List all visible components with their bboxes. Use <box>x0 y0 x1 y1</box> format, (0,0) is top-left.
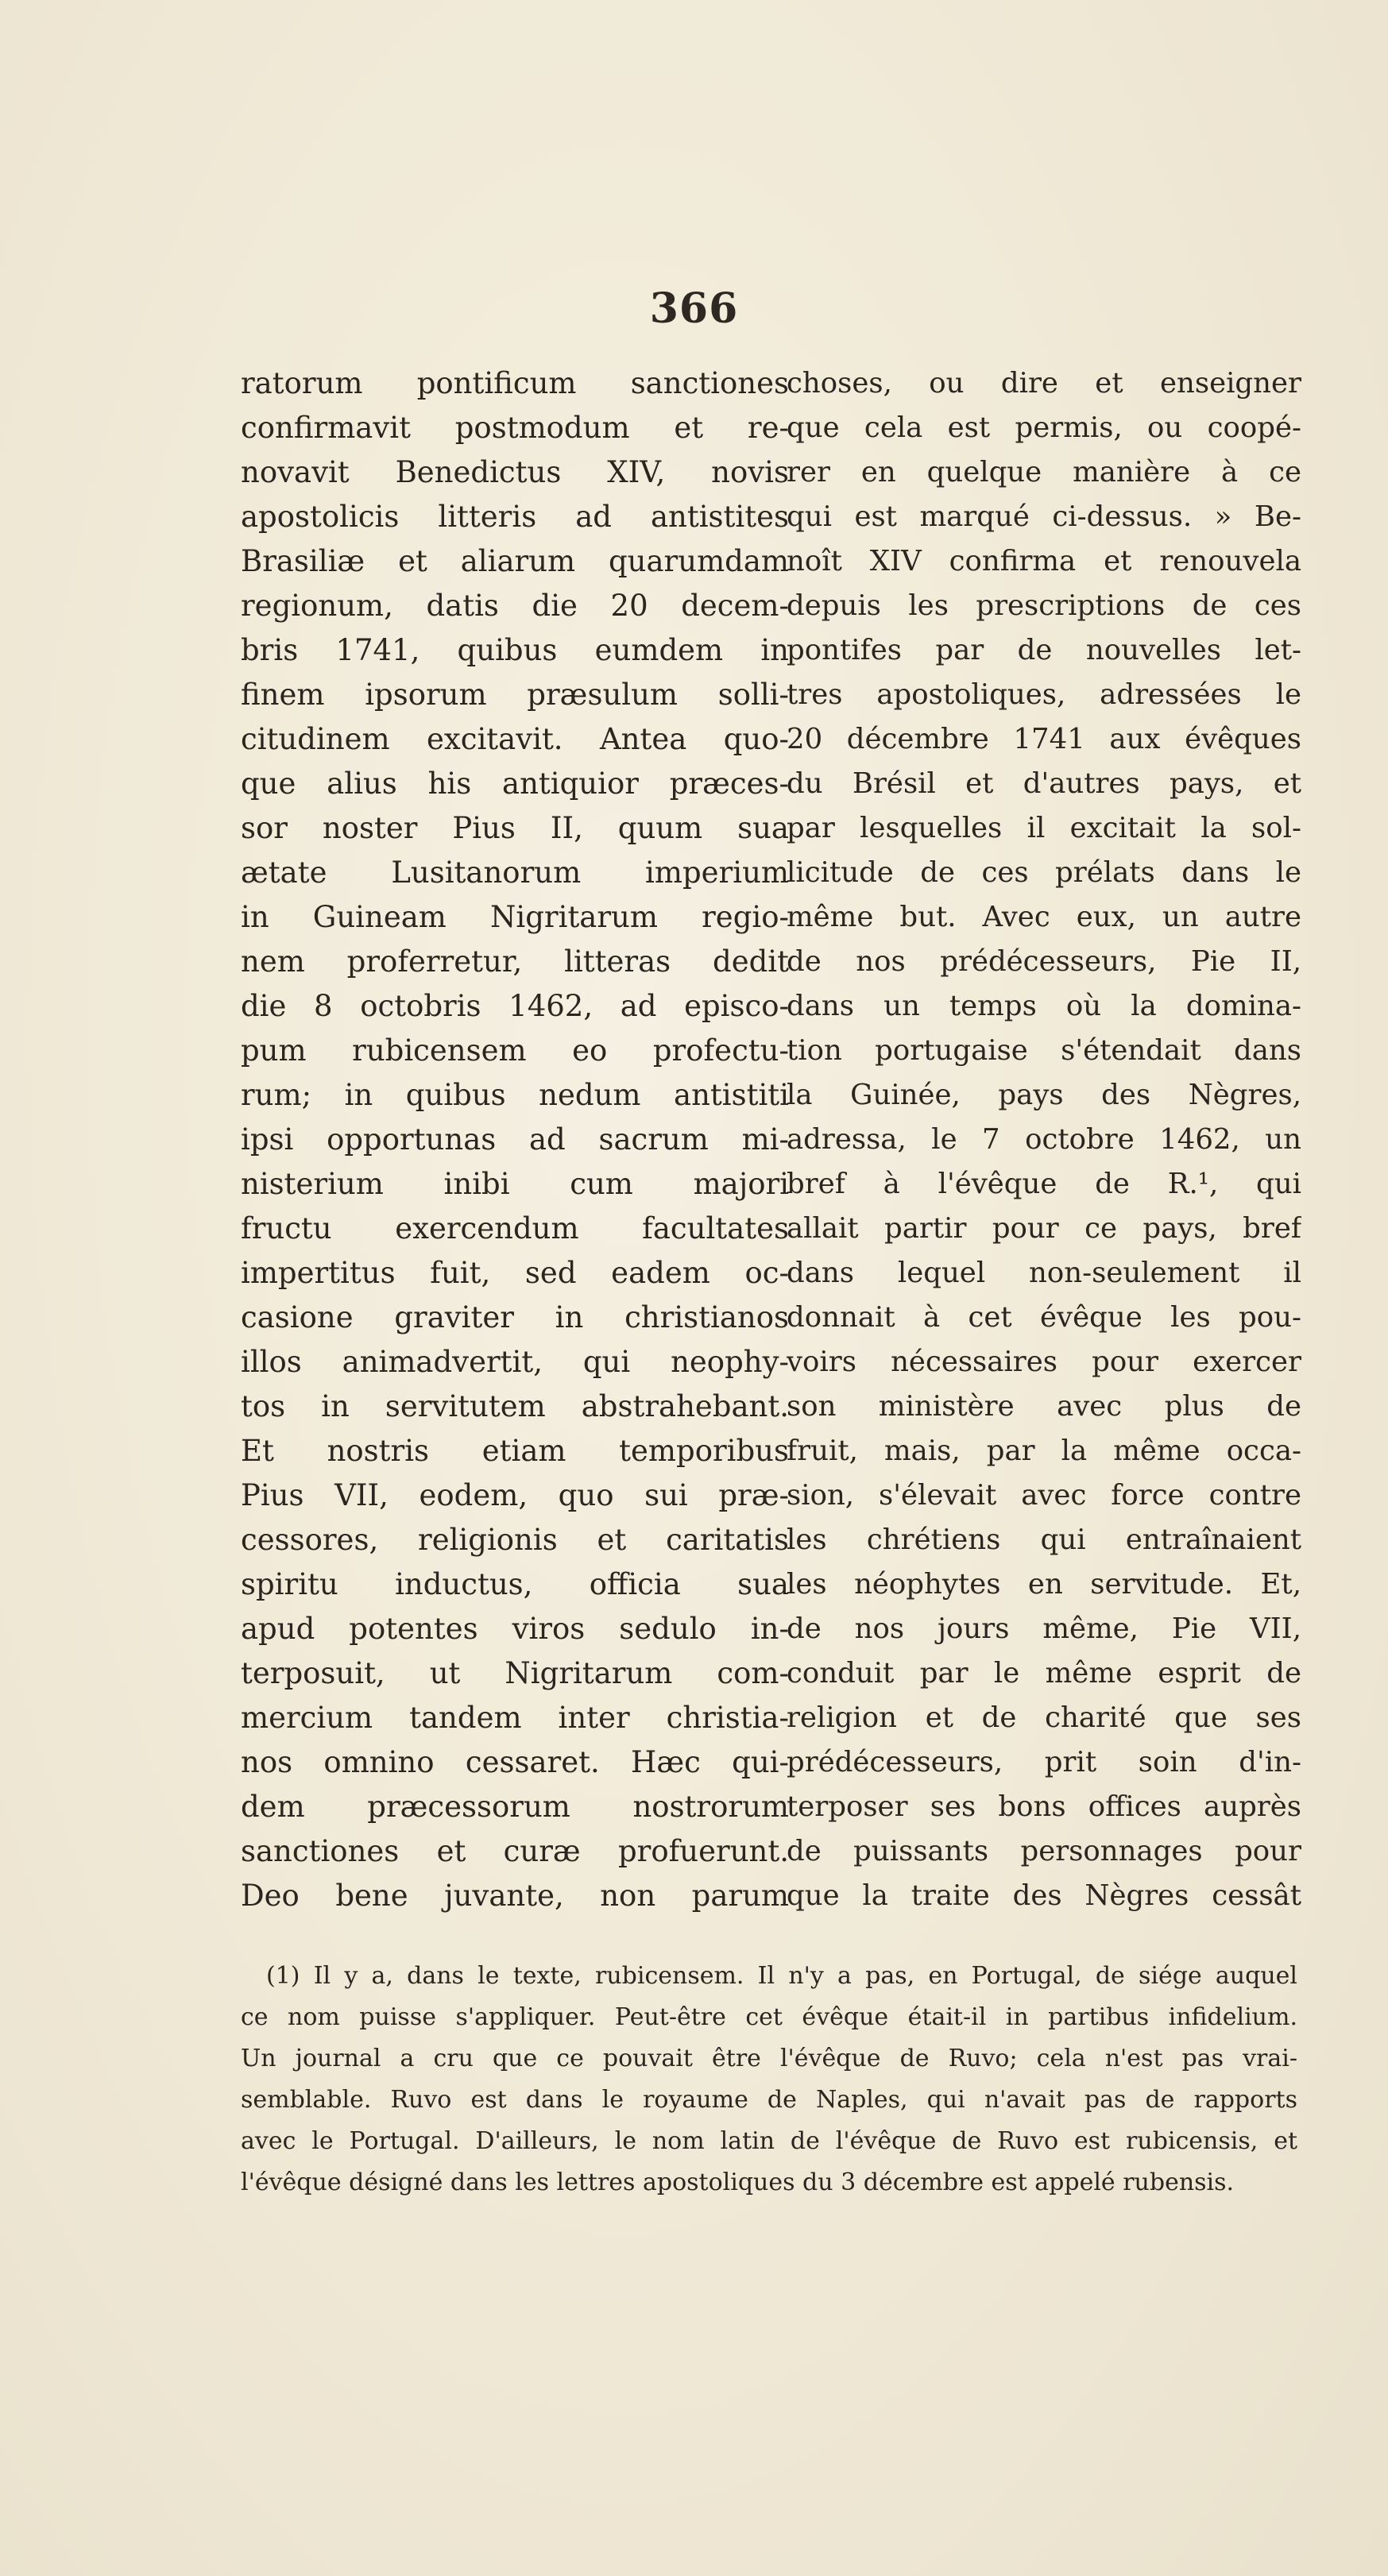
footnote-line: semblable. Ruvo est dans le royaume de Naples, qui n'avait pas de rapports <box>241 2086 1297 2114</box>
footnote-line: Un journal a cru que ce pouvait être l'évêque de Ruvo; cela n'est pas vrai- <box>241 2045 1297 2072</box>
latin-line: ratorum pontificum sanctiones <box>241 366 789 400</box>
latin-line: Deo bene juvante, non parum <box>241 1879 789 1913</box>
latin-line: fructu exercendum facultates <box>241 1211 789 1246</box>
latin-line: cessores, religionis et caritatis <box>241 1523 789 1557</box>
latin-line: Pius VII, eodem, quo sui præ- <box>241 1478 789 1512</box>
french-line: la Guinée, pays des Nègres, <box>787 1079 1301 1111</box>
french-line: noît XIV confirma et renouvela <box>787 545 1301 577</box>
french-line: qui est marqué ci-dessus. » Be- <box>787 500 1301 533</box>
french-line: choses, ou dire et enseigner <box>787 367 1301 400</box>
latin-line: in Guineam Nigritarum regio- <box>241 900 789 934</box>
latin-line: sor noster Pius II, quum sua <box>241 811 789 845</box>
latin-line: ipsi opportunas ad sacrum mi- <box>241 1122 789 1157</box>
french-line: dans un temps où la domina- <box>787 990 1301 1022</box>
latin-line: apud potentes viros sedulo in- <box>241 1612 789 1646</box>
latin-line: bris 1741, quibus eumdem in <box>241 633 789 667</box>
footnote-block <box>241 1956 1297 2203</box>
french-line: depuis les prescriptions de ces <box>787 589 1301 622</box>
latin-line: Brasiliæ et aliarum quarumdam <box>241 544 789 578</box>
latin-line: rum; in quibus nedum antistiti <box>241 1078 789 1112</box>
french-line: allait partir pour ce pays, bref <box>787 1212 1301 1245</box>
french-line: de nos prédécesseurs, Pie II, <box>787 945 1301 978</box>
latin-line: Et nostris etiam temporibus <box>241 1434 789 1468</box>
latin-line: novavit Benedictus XIV, novis <box>241 455 789 489</box>
french-line: que cela est permis, ou coopé- <box>787 411 1301 444</box>
french-line: de puissants personnages pour <box>787 1835 1301 1867</box>
french-line: 20 décembre 1741 aux évêques <box>787 723 1301 755</box>
french-line: les chrétiens qui entraînaient <box>787 1524 1301 1556</box>
latin-line: citudinem excitavit. Antea quo- <box>241 722 789 756</box>
french-line: conduit par le même esprit de <box>787 1657 1301 1690</box>
french-line: tion portugaise s'étendait dans <box>787 1034 1301 1067</box>
latin-line: regionum, datis die 20 decem- <box>241 589 789 623</box>
latin-line: finem ipsorum præsulum solli- <box>241 678 789 712</box>
latin-line: terposuit, ut Nigritarum com- <box>241 1656 789 1690</box>
latin-text-column <box>241 361 789 1918</box>
french-line: tres apostoliques, adressées le <box>787 678 1301 711</box>
french-line: du Brésil et d'autres pays, et <box>787 767 1301 800</box>
french-line: voirs nécessaires pour exercer <box>787 1346 1301 1378</box>
latin-line: impertitus fuit, sed eadem oc- <box>241 1256 789 1290</box>
french-line: prédécesseurs, prit soin d'in- <box>787 1746 1301 1778</box>
french-line: pontifes par de nouvelles let- <box>787 634 1301 666</box>
latin-line: apostolicis litteris ad antistites <box>241 500 789 534</box>
latin-line: die 8 octobris 1462, ad episco- <box>241 989 789 1023</box>
latin-line: tos in servitutem abstrahebant. <box>241 1389 789 1423</box>
french-line: son ministère avec plus de <box>787 1390 1301 1423</box>
french-line: donnait à cet évêque les pou- <box>787 1301 1301 1334</box>
french-line: religion et de charité que ses <box>787 1701 1301 1734</box>
latin-line: illos animadvertit, qui neophy- <box>241 1345 789 1379</box>
latin-line: dem præcessorum nostrorum <box>241 1790 789 1824</box>
french-line: rer en quelque manière à ce <box>787 456 1301 489</box>
latin-line: ætate Lusitanorum imperium <box>241 855 789 890</box>
latin-line: spiritu inductus, officia sua <box>241 1567 789 1601</box>
french-text-column <box>787 361 1301 1918</box>
page-number: 366 <box>649 284 739 333</box>
footnote-line: avec le Portugal. D'ailleurs, le nom latin de l'évêque de Ruvo est rubicensis, et <box>241 2127 1297 2155</box>
french-line: sion, s'élevait avec force contre <box>787 1479 1301 1512</box>
latin-line: nos omnino cessaret. Hæc qui- <box>241 1745 789 1779</box>
latin-line: que alius his antiquior præces- <box>241 767 789 801</box>
latin-line: casione graviter in christianos <box>241 1300 789 1334</box>
french-line: les néophytes en servitude. Et, <box>787 1568 1301 1601</box>
french-line: que la traite des Nègres cessât <box>787 1879 1301 1912</box>
french-line: bref à l'évêque de R.¹, qui <box>787 1168 1301 1200</box>
latin-line: nem proferretur, litteras dedit <box>241 944 789 979</box>
footnote-line: (1) Il y a, dans le texte, rubicensem. Il n'y a pas, en Portugal, de siége auquel <box>266 1962 1297 1990</box>
latin-line: nisterium inibi cum majori <box>241 1167 789 1201</box>
french-line: licitude de ces prélats dans le <box>787 856 1301 889</box>
footnote-line: l'évêque désigné dans les lettres apostoliques du 3 décembre est appelé rubensis. <box>241 2169 1235 2196</box>
french-line: par lesquelles il excitait la sol- <box>787 812 1301 844</box>
french-line: dans lequel non-seulement il <box>787 1257 1301 1289</box>
latin-line: confirmavit postmodum et re- <box>241 411 789 445</box>
latin-line: pum rubicensem eo profectu- <box>241 1033 789 1068</box>
footnote-line: ce nom puisse s'appliquer. Peut-être cet évêque était-il in partibus infidelium. <box>241 2003 1297 2031</box>
french-line: fruit, mais, par la même occa- <box>787 1435 1301 1467</box>
french-line: adressa, le 7 octobre 1462, un <box>787 1123 1301 1156</box>
latin-line: mercium tandem inter christia- <box>241 1701 789 1735</box>
french-line: même but. Avec eux, un autre <box>787 901 1301 933</box>
latin-line: sanctiones et curæ profuerunt. <box>241 1834 789 1868</box>
french-line: de nos jours même, Pie VII, <box>787 1612 1301 1645</box>
french-line: terposer ses bons offices auprès <box>787 1790 1301 1823</box>
